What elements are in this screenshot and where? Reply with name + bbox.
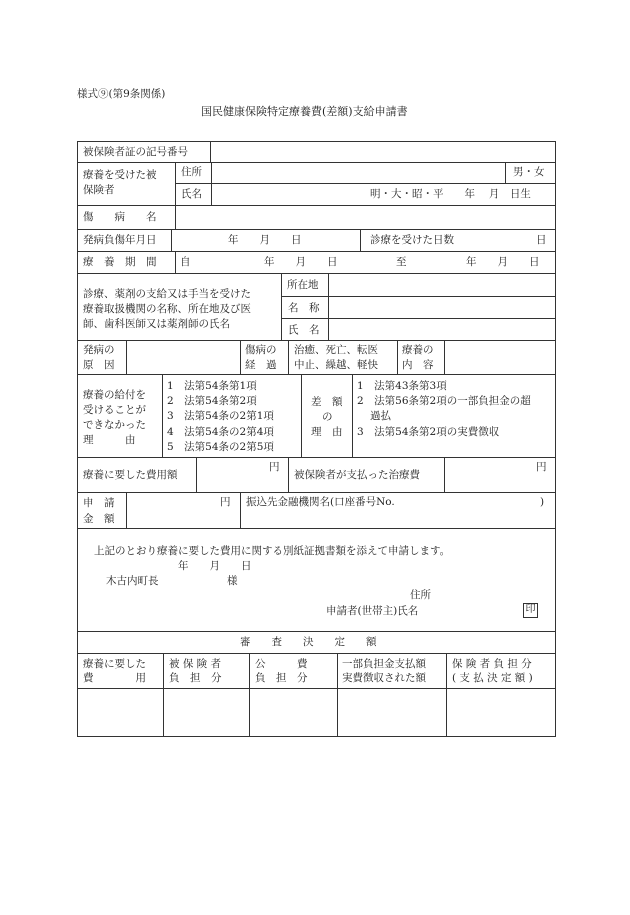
rule: [328, 273, 329, 340]
cause-label-2: 原 因: [83, 359, 115, 371]
rule: [175, 162, 176, 206]
progress-label: 傷病の: [245, 344, 277, 356]
rule: [77, 340, 556, 341]
diff-label: 差 額: [311, 396, 343, 408]
paid-label: 被保険者が支払った治療費: [294, 469, 420, 481]
request-yen: 円: [220, 496, 231, 508]
progress-label-2: 経 過: [245, 359, 277, 371]
rule: [281, 318, 556, 319]
rule: [175, 183, 556, 184]
days-unit: 日: [536, 234, 547, 246]
rule: [175, 205, 176, 229]
review-header: 療養に要した: [83, 658, 146, 670]
reason-option[interactable]: 3 法第54条の2第1項: [167, 410, 274, 422]
rule: [240, 492, 241, 528]
honorific: 様: [227, 575, 238, 587]
rule: [196, 457, 197, 492]
rule: [77, 492, 556, 493]
applicant-address-label: 住所: [410, 589, 431, 601]
rule: [77, 528, 556, 529]
onset-date-field[interactable]: 年 月 日: [228, 234, 302, 246]
reason-option[interactable]: 2 法第54条第2項: [167, 395, 257, 407]
rule: [211, 162, 212, 206]
gender-field[interactable]: 男・女: [513, 166, 545, 178]
rule: [397, 340, 398, 374]
diff-option[interactable]: 1 法第43条第3項: [357, 380, 447, 392]
rule: [301, 374, 302, 457]
rule: [444, 457, 445, 492]
rule: [352, 374, 353, 457]
rule: [77, 631, 556, 632]
rule: [446, 653, 447, 736]
days-label: 診療を受けた日数: [370, 234, 454, 246]
review-header: 被 保 険 者: [169, 658, 222, 670]
application-date[interactable]: 年 月 日: [178, 560, 252, 572]
rule: [281, 273, 282, 340]
cert-no-label: 被保険者証の記号番号: [83, 146, 188, 158]
rule: [126, 340, 127, 374]
treatment-label: 療養の: [402, 344, 434, 356]
rule: [77, 273, 556, 274]
table-border-top: [77, 141, 556, 142]
diff-label-2: の: [322, 411, 333, 423]
rule: [77, 374, 556, 375]
rule: [288, 457, 289, 492]
rule: [240, 340, 241, 374]
rule: [77, 688, 556, 689]
rule: [360, 229, 361, 251]
review-header: ( 支 払 決 定 額 ): [452, 672, 533, 684]
rule: [163, 653, 164, 736]
rule: [162, 374, 163, 457]
rule: [77, 457, 556, 458]
form-title: 国民健康保険特定療養費(差額)支給申請書: [201, 105, 408, 118]
outcome-options-2[interactable]: 中止、繰越、軽快: [294, 359, 378, 371]
diff-option[interactable]: 2 法第56条第2項の一部負担金の超: [357, 395, 531, 407]
rule: [126, 492, 127, 528]
form-number: 様式⑨(第9条関係): [77, 88, 166, 100]
rule: [288, 340, 289, 374]
reason-label-3: できなかった: [83, 419, 146, 431]
rule: [210, 141, 211, 163]
rule: [444, 340, 445, 374]
rule: [175, 251, 176, 273]
period-label: 療 養 期 間: [83, 256, 157, 268]
statement-text: 上記のとおり療養に要した費用に関する別紙証拠書類を添えて申請します。: [94, 545, 451, 557]
table-border-right: [555, 141, 556, 737]
rule: [77, 229, 556, 230]
rule: [505, 162, 506, 184]
diff-label-3: 理 由: [311, 426, 343, 438]
addressee: 木古内町長: [106, 575, 159, 587]
doctor-name-label: 氏 名: [288, 324, 320, 336]
review-header: 負 担 分: [255, 672, 308, 684]
period-end-date[interactable]: 年 月 日: [466, 256, 540, 268]
disease-label: 傷 病 名: [83, 211, 157, 223]
cause-label: 発病の: [83, 344, 115, 356]
review-header: 負 担 分: [169, 672, 222, 684]
review-header: 実費徴収された額: [342, 672, 426, 684]
provider-label-3: 師、歯科医師又は薬剤師の氏名: [83, 318, 230, 330]
applicant-name-label: 申請者(世帯主)氏名: [326, 605, 419, 617]
insured-label-2: 保険者: [83, 184, 115, 196]
seal-mark: 印: [523, 603, 538, 618]
reason-option[interactable]: 1 法第54条第1項: [167, 380, 257, 392]
rule: [77, 162, 556, 163]
review-header: 保 険 者 負 担 分: [452, 658, 532, 670]
review-header: 費 用: [83, 672, 146, 684]
rule: [281, 296, 556, 297]
paid-yen: 円: [536, 461, 547, 473]
insured-label: 療養を受けた被: [83, 169, 157, 181]
cost-yen: 円: [269, 461, 280, 473]
cost-label: 療養に要した費用額: [83, 469, 178, 481]
diff-option-cont[interactable]: 過払: [370, 410, 391, 422]
period-start-date[interactable]: 年 月 日: [264, 256, 338, 268]
provider-label: 診療、薬剤の支給又は手当を受けた: [83, 288, 251, 300]
period-from: 自: [180, 256, 191, 268]
reason-label-4: 理 由: [83, 434, 136, 446]
table-border-left: [77, 141, 78, 737]
reason-option[interactable]: 4 法第54条の2第4項: [167, 426, 274, 438]
diff-option[interactable]: 3 法第54条第2項の実費徴収: [357, 426, 500, 438]
reason-label-2: 受けることが: [83, 404, 146, 416]
request-label-2: 金 額: [83, 513, 115, 525]
treatment-label-2: 内 容: [402, 359, 434, 371]
reason-label: 療養の給付を: [83, 389, 146, 401]
rule: [77, 251, 556, 252]
birth-date-field[interactable]: 明・大・昭・平 年 月 日生: [370, 188, 531, 200]
reason-option[interactable]: 5 法第54条の2第5項: [167, 441, 274, 453]
review-header: 公 費: [255, 658, 308, 670]
review-header: 一部負担金支払額: [342, 658, 426, 670]
provider-label-2: 療養取扱機関の名称、所在地及び医: [83, 303, 251, 315]
bank-close: ): [540, 496, 545, 508]
period-to: 至: [396, 256, 407, 268]
review-title: 審 査 決 定 額: [240, 636, 377, 648]
table-border-bottom: [77, 736, 556, 737]
onset-label: 発病負傷年月日: [83, 234, 157, 246]
name-label: 氏名: [181, 188, 202, 200]
location-label: 所在地: [287, 279, 319, 291]
address-label: 住所: [181, 166, 202, 178]
rule: [337, 653, 338, 736]
outcome-options[interactable]: 治癒、死亡、転医: [294, 344, 378, 356]
rule: [77, 653, 556, 654]
facility-name-label: 名 称: [288, 302, 320, 314]
rule: [171, 229, 172, 251]
request-label: 申 請: [83, 497, 115, 509]
rule: [249, 653, 250, 736]
bank-label: 振込先金融機関名(口座番号No.: [246, 496, 395, 508]
rule: [77, 205, 556, 206]
